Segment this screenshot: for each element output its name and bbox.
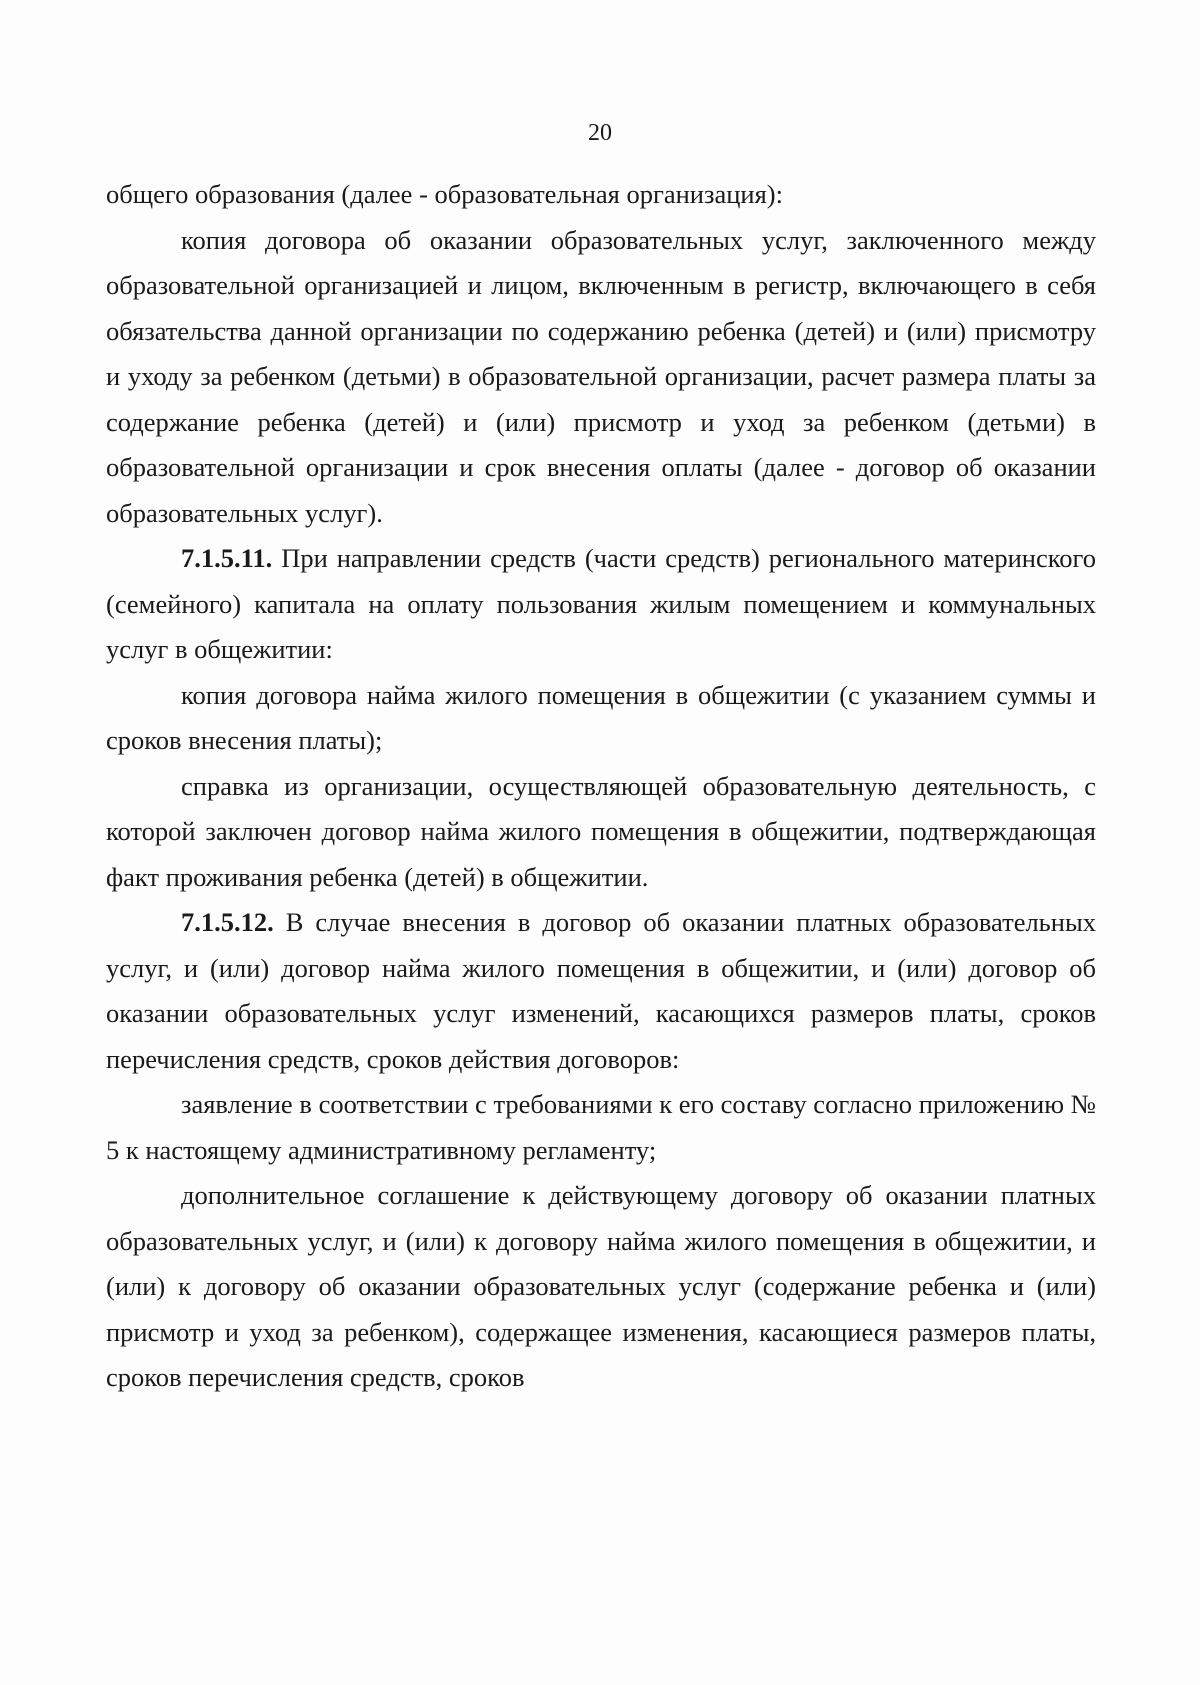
page-number: 20 bbox=[588, 120, 612, 146]
clause-7-1-5-11 bbox=[106, 536, 1096, 673]
clause-text: В случае внесения в договор об оказании платных образовательных услуг, и (или) договор найма жилого помещения в общежитии, и (или) договор об оказании образовательных услуг изменений, касающихся размеров платы, сроков перечисления средств, сроков действия договоров: bbox=[106, 907, 1096, 1074]
paragraph-contract-copy: копия договора об оказании образовательных услуг, заключенного между образовательной организацией и лицом, включенным в регистр, включающего в себя обязательства данной организации по содержанию ребенка (детей) и (или) присмотру и уходу за ребенком (детьми) в образовательной организации, расчет размера платы за содержание ребенка (детей) и (или) присмотр и уход за ребенком (детьми) в образовательной организации и срок внесения оплаты (далее - договор об оказании образовательных услуг). bbox=[106, 224, 1096, 528]
paragraph-certificate: справка из организации, осуществляющей образовательную деятельность, с которой заключен договор найма жилого помещения в общежитии, подтверждающая факт проживания ребенка (детей) в общежитии. bbox=[106, 770, 1096, 892]
paragraph-application: заявление в соответствии с требованиями к его составу согласно приложению № 5 к настоящему административному регламенту; bbox=[106, 1089, 1096, 1165]
clause-number: 7.1.5.11. bbox=[181, 543, 273, 573]
paragraph-lease-copy: копия договора найма жилого помещения в общежитии (с указанием суммы и сроков внесения платы); bbox=[106, 679, 1096, 755]
paragraph-continuation: общего образования (далее - образовательная организация): bbox=[106, 179, 783, 209]
document-body bbox=[106, 172, 1096, 1401]
clause-number: 7.1.5.12. bbox=[181, 907, 274, 937]
clause-text: При направлении средств (части средств) регионального материнского (семейного) капитала на оплату пользования жилым помещением и коммунальных услуг в общежитии: bbox=[106, 543, 1096, 664]
clause-7-1-5-12 bbox=[106, 900, 1096, 1082]
paragraph-supplementary-agreement: дополнительное соглашение к действующему договору об оказании платных образовательных услуг, и (или) к договору найма жилого помещения в общежитии, и (или) к договору об оказании образовательных услуг (содержание ребенка и (или) присмотр и уход за ребенком), содержащее изменения, касающиеся размеров платы, сроков перечисления средств, сроков bbox=[106, 1180, 1096, 1392]
